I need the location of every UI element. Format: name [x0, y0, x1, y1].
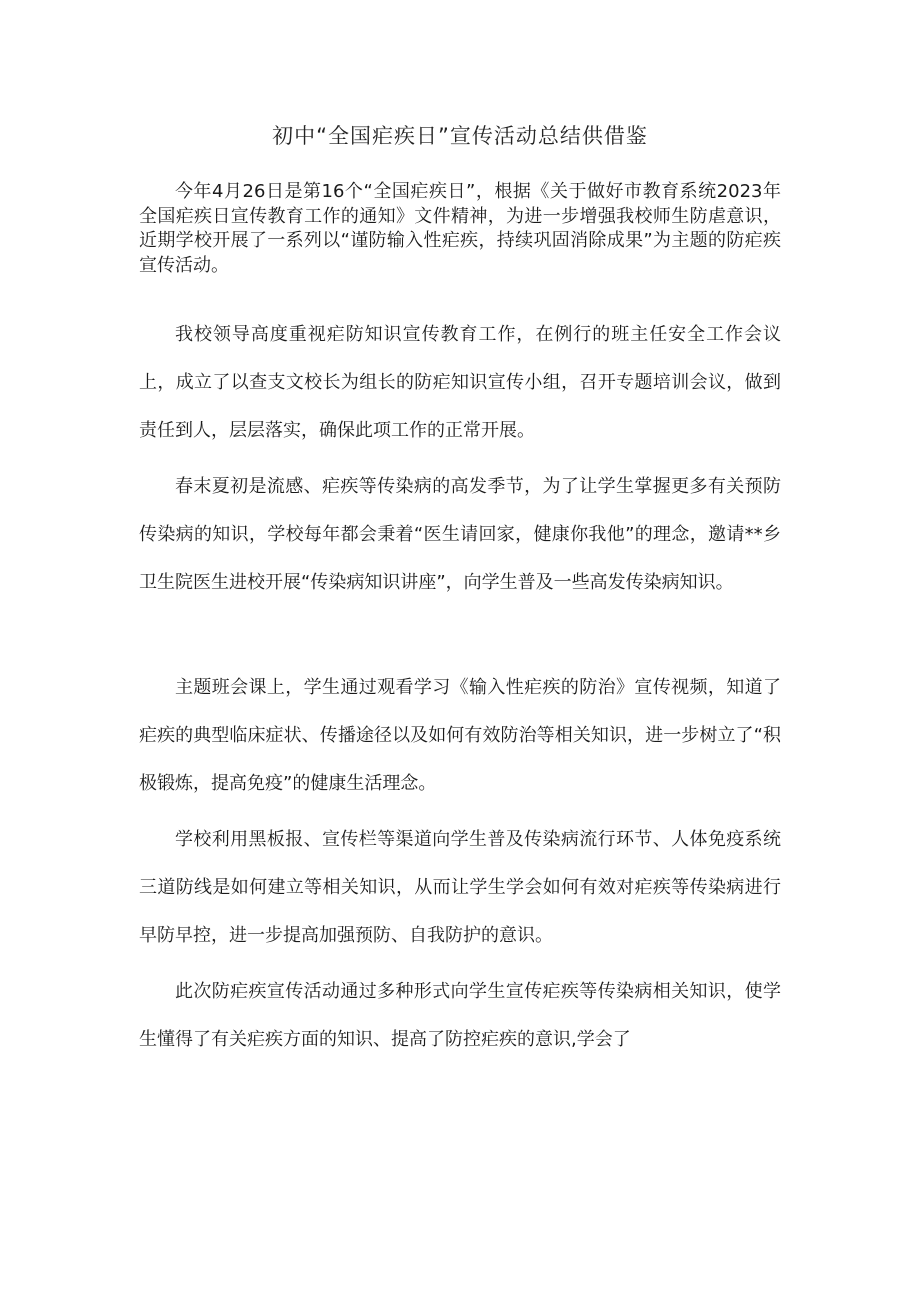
paragraph-2: 我校领导高度重视疟防知识宣传教育工作，在例行的班主任安全工作会议上，成立了以查支文校长为组长的防疟知识宣传小组，召开专题培训会议，做到责任到人，层层落实，确保此项工作的正常开展。 [139, 324, 781, 441]
paragraph-1: 今年4月26日是第16个“全国疟疾日”，根据《关于做好市教育系统2023年全国疟疾日宣传教育工作的通知》文件精神，为进一步增强我校师生防虐意识，近期学校开展了一系列以“谨防输入性疟疾，持续巩固消除成果”为主题的防疟疾宣传活动。 [139, 181, 781, 276]
paragraph-6: 此次防疟疾宣传活动通过多种形式向学生宣传疟疾等传染病相关知识，使学生懂得了有关疟疾方面的知识、提高了防控疟疾的意识,学会了 [139, 981, 781, 1050]
paragraph-5: 学校利用黑板报、宣传栏等渠道向学生普及传染病流行环节、人体免疫系统三道防线是如何建立等相关知识，从而让学生学会如何有效对疟疾等传染病进行早防早控，进一步提高加强预防、自我防护的意识。 [139, 829, 781, 946]
paragraph-3: 春末夏初是流感、疟疾等传染病的高发季节，为了让学生掌握更多有关预防传染病的知识，学校每年都会秉着“医生请回家，健康你我他”的理念，邀请**乡卫生院医生进校开展“传染病知识讲座”，向学生普及一些高发传染病知识。 [139, 476, 781, 593]
document-title: 初中“全国疟疾日”宣传活动总结供借鉴 [272, 124, 648, 148]
paragraph-4: 主题班会课上，学生通过观看学习《输入性疟疾的防治》宣传视频，知道了疟疾的典型临床症状、传播途径以及如何有效防治等相关知识，进一步树立了“积极锻炼，提高免疫”的健康生活理念。 [139, 677, 781, 794]
